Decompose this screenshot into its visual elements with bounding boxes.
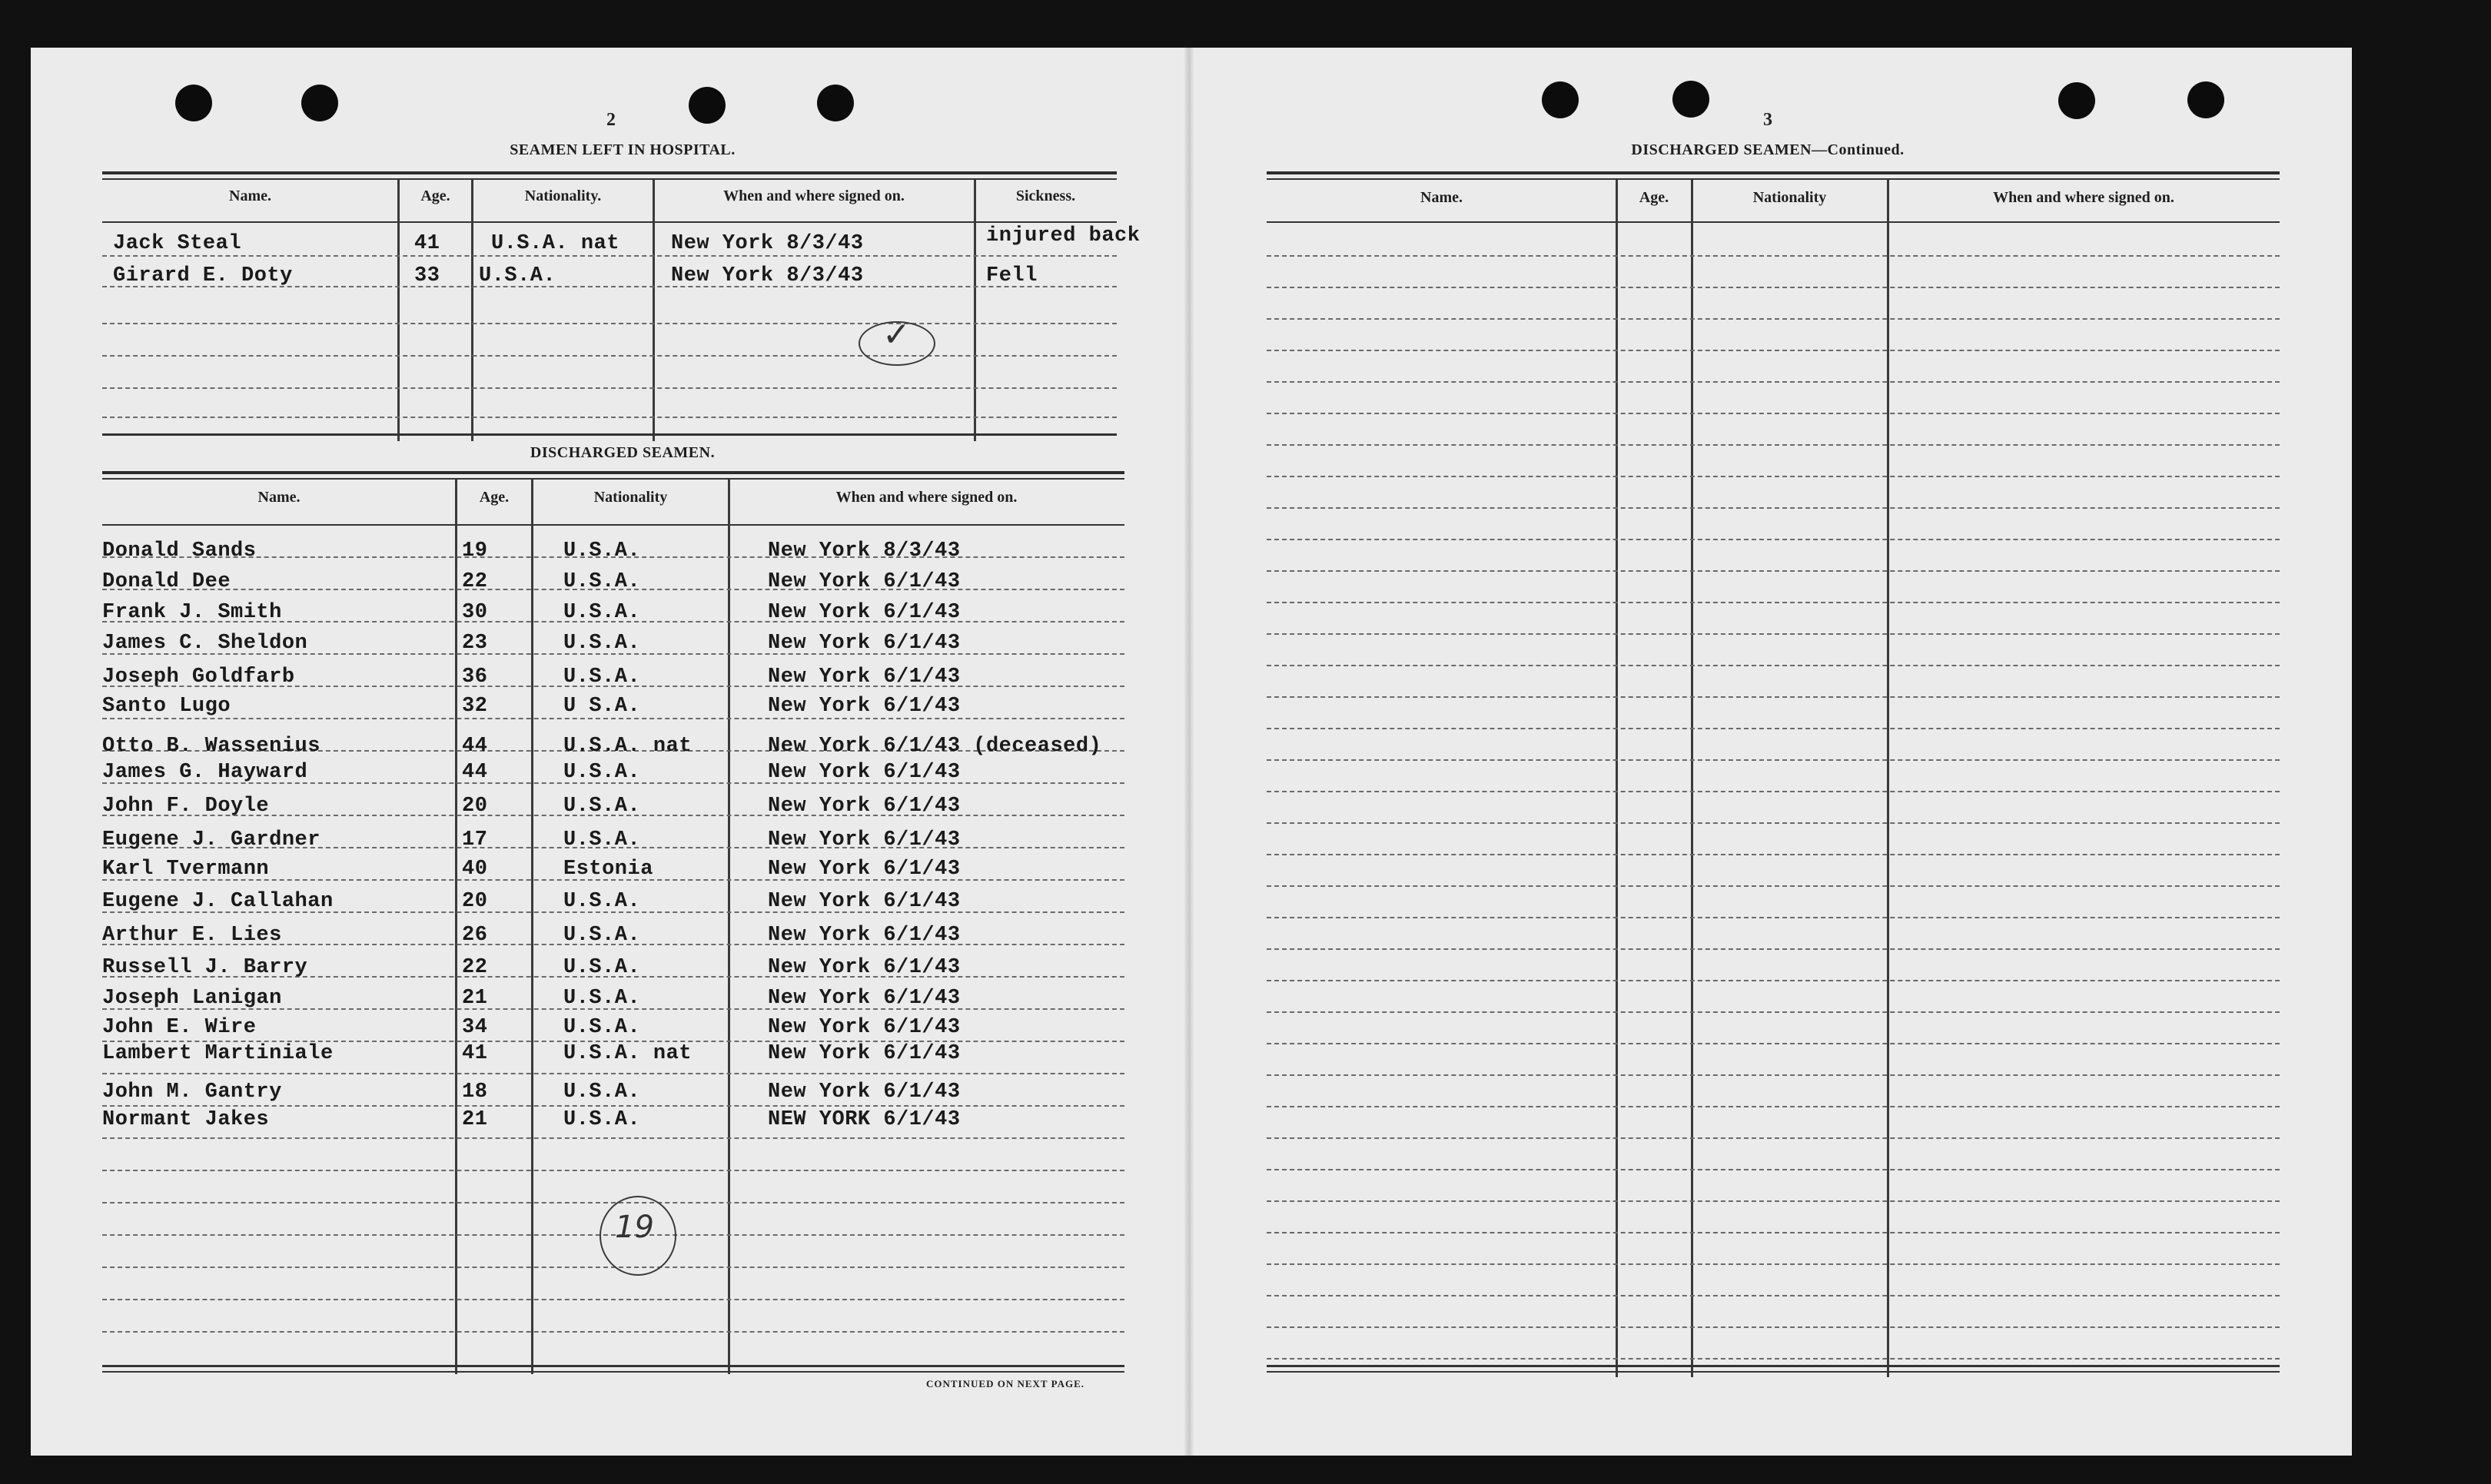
- continued-note: CONTINUED ON NEXT PAGE.: [926, 1378, 1084, 1389]
- seaman-signed-on: New York 6/1/43: [768, 761, 961, 784]
- seaman-signed-on: NEW YORK 6/1/43: [768, 1108, 961, 1131]
- check-mark-icon: ✓: [882, 315, 911, 354]
- seaman-nationality: U.S.A.: [563, 987, 641, 1010]
- seaman-age: 17: [462, 828, 488, 852]
- seaman-nationality: U.S.A.: [563, 924, 641, 947]
- seaman-age: 30: [462, 601, 488, 624]
- punch-hole: [2187, 81, 2224, 118]
- seaman-age: 22: [462, 956, 488, 979]
- seaman-nationality: U.S.A.: [563, 1108, 641, 1131]
- seaman-name: James G. Hayward: [102, 761, 308, 784]
- punch-hole: [1542, 81, 1579, 118]
- seaman-signed-on: New York 6/1/43 (deceased): [768, 735, 1102, 758]
- seaman-age: 23: [462, 632, 488, 655]
- seaman-age: 44: [462, 761, 488, 784]
- seaman-nationality: U.S.A.: [563, 632, 641, 655]
- discharged-header-signed-on: When and where signed on.: [835, 489, 1018, 506]
- seaman-age: 26: [462, 924, 488, 947]
- seaman-age: 18: [462, 1081, 488, 1104]
- seaman-age: 34: [462, 1016, 488, 1039]
- seaman-name: Russell J. Barry: [102, 956, 308, 979]
- hospital-sickness: injured back: [986, 224, 1141, 247]
- punch-hole: [2058, 82, 2095, 119]
- seaman-signed-on: New York 6/1/43: [768, 956, 961, 979]
- seaman-age: 20: [462, 795, 488, 818]
- hospital-header-name: Name.: [229, 188, 271, 204]
- seaman-age: 21: [462, 1108, 488, 1131]
- hospital-nationality: U.S.A. nat: [491, 232, 620, 255]
- seaman-signed-on: New York 6/1/43: [768, 695, 961, 718]
- seaman-name: John F. Doyle: [102, 795, 270, 818]
- hospital-age: 41: [414, 232, 440, 255]
- seaman-signed-on: New York 6/1/43: [768, 828, 961, 852]
- punch-hole: [689, 87, 726, 124]
- punch-hole: [817, 85, 854, 121]
- seaman-signed-on: New York 6/1/43: [768, 570, 961, 593]
- seaman-signed-on: New York 6/1/43: [768, 924, 961, 947]
- punch-hole: [175, 85, 212, 121]
- discharged-header-nationality: Nationality: [593, 489, 668, 506]
- punch-hole: [301, 85, 338, 121]
- seaman-name: Arthur E. Lies: [102, 924, 282, 947]
- continued-header-signed-on: When and where signed on.: [1993, 189, 2174, 206]
- hospital-header-nationality: Nationality.: [524, 188, 602, 204]
- hospital-signed-on: New York 8/3/43: [671, 264, 864, 287]
- seaman-nationality: U.S.A.: [563, 1016, 641, 1039]
- seaman-nationality: U.S.A. nat: [563, 1042, 692, 1065]
- seaman-age: 32: [462, 695, 488, 718]
- seaman-signed-on: New York 6/1/43: [768, 1016, 961, 1039]
- hospital-name: Girard E. Doty: [113, 264, 293, 287]
- seaman-nationality: U.S.A.: [563, 828, 641, 852]
- seaman-name: Otto B. Wassenius: [102, 735, 321, 758]
- hospital-signed-on: New York 8/3/43: [671, 232, 864, 255]
- hospital-name: Jack Steal: [113, 232, 242, 255]
- hospital-age: 33: [414, 264, 440, 287]
- seaman-age: 36: [462, 666, 488, 689]
- seaman-name: Santo Lugo: [102, 695, 231, 718]
- seaman-name: Lambert Martiniale: [102, 1042, 334, 1065]
- punch-hole: [1672, 81, 1709, 118]
- seaman-nationality: Estonia: [563, 858, 653, 881]
- seaman-signed-on: New York 6/1/43: [768, 987, 961, 1010]
- discharged-header-age: Age.: [479, 489, 510, 506]
- seaman-name: Karl Tvermann: [102, 858, 270, 881]
- seaman-nationality: U.S.A.: [563, 539, 641, 563]
- page-number-right: 3: [1763, 110, 1772, 130]
- seaman-age: 41: [462, 1042, 488, 1065]
- seaman-signed-on: New York 6/1/43: [768, 601, 961, 624]
- seaman-age: 21: [462, 987, 488, 1010]
- discharged-continued-table: [1267, 169, 2280, 1376]
- seaman-age: 40: [462, 858, 488, 881]
- seaman-name: Donald Sands: [102, 539, 257, 563]
- count-mark: 19: [615, 1210, 654, 1245]
- discharged-header-name: Name.: [257, 489, 301, 506]
- hospital-header-signed-on: When and where signed on.: [723, 188, 905, 204]
- seaman-signed-on: New York 6/1/43: [768, 795, 961, 818]
- seaman-age: 22: [462, 570, 488, 593]
- seaman-name: Joseph Lanigan: [102, 987, 282, 1010]
- seaman-nationality: U.S.A.: [563, 761, 641, 784]
- page-number-left: 2: [606, 110, 616, 130]
- seaman-nationality: U.S.A.: [563, 570, 641, 593]
- seaman-age: 20: [462, 890, 488, 913]
- hospital-header-age: Age.: [420, 188, 450, 204]
- hospital-header-sickness: Sickness.: [1015, 188, 1076, 204]
- seaman-name: Donald Dee: [102, 570, 231, 593]
- seaman-name: John E. Wire: [102, 1016, 257, 1039]
- seaman-age: 19: [462, 539, 488, 563]
- seaman-signed-on: New York 6/1/43: [768, 632, 961, 655]
- seaman-signed-on: New York 6/1/43: [768, 890, 961, 913]
- seaman-nationality: U.S.A. nat: [563, 735, 692, 758]
- seaman-signed-on: New York 6/1/43: [768, 858, 961, 881]
- seaman-name: John M. Gantry: [102, 1081, 282, 1104]
- seaman-name: Frank J. Smith: [102, 601, 282, 624]
- hospital-table: [102, 169, 1141, 438]
- seaman-nationality: U.S.A.: [563, 601, 641, 624]
- seaman-age: 44: [462, 735, 488, 758]
- seaman-name: Eugene J. Gardner: [102, 828, 321, 852]
- hospital-section-title: SEAMEN LEFT IN HOSPITAL.: [510, 141, 736, 158]
- seaman-signed-on: New York 8/3/43: [768, 539, 961, 563]
- seaman-nationality: U.S.A.: [563, 1081, 641, 1104]
- discharged-continued-title: DISCHARGED SEAMEN—Continued.: [1631, 141, 1905, 158]
- seaman-nationality: U S.A.: [563, 695, 641, 718]
- continued-header-nationality: Nationality: [1752, 189, 1827, 206]
- seaman-name: Normant Jakes: [102, 1108, 270, 1131]
- seaman-nationality: U.S.A.: [563, 666, 641, 689]
- seaman-signed-on: New York 6/1/43: [768, 666, 961, 689]
- seaman-signed-on: New York 6/1/43: [768, 1042, 961, 1065]
- hospital-sickness: Fell: [986, 264, 1038, 287]
- hospital-nationality: U.S.A.: [479, 264, 556, 287]
- discharged-section-title: DISCHARGED SEAMEN.: [530, 444, 716, 461]
- seaman-nationality: U.S.A.: [563, 956, 641, 979]
- continued-header-age: Age.: [1639, 189, 1669, 206]
- seaman-nationality: U.S.A.: [563, 795, 641, 818]
- seaman-signed-on: New York 6/1/43: [768, 1081, 961, 1104]
- seaman-name: Joseph Goldfarb: [102, 666, 295, 689]
- center-fold: [1184, 48, 1194, 1456]
- seaman-nationality: U.S.A.: [563, 890, 641, 913]
- seaman-name: James C. Sheldon: [102, 632, 308, 655]
- continued-header-name: Name.: [1420, 189, 1463, 206]
- seaman-name: Eugene J. Callahan: [102, 890, 334, 913]
